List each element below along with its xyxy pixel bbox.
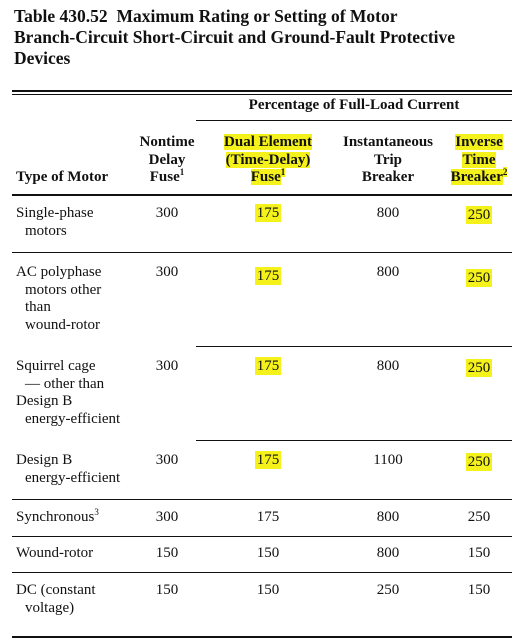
value-cell — [127, 358, 207, 376]
motor-type-line: Single-phase — [16, 205, 94, 221]
value-cell — [439, 207, 519, 225]
column-header-2-line-0: Dual Element — [224, 134, 312, 150]
motor-type-line: Synchronous — [16, 509, 95, 525]
column-header-4-line-1: Time — [462, 151, 496, 168]
value-cell — [228, 205, 308, 223]
percentage-header: Percentage of Full-Load Current — [248, 97, 460, 113]
column-header-0-line-0: Type of Motor — [16, 169, 109, 185]
header-rule — [12, 194, 512, 196]
top-rule-thin — [12, 94, 512, 95]
motor-type-line: Design B — [16, 393, 73, 409]
motor-type-line: Design B — [16, 452, 73, 468]
value-cell — [228, 452, 308, 470]
value-cell — [127, 509, 207, 527]
column-header-1-line-2: Fuse — [149, 169, 180, 185]
footnote-ref: 2 — [502, 167, 508, 177]
column-header-3-line-0: Instantaneous — [342, 134, 434, 150]
value-text: 250 — [376, 582, 400, 598]
value-text: 150 — [155, 582, 179, 598]
motor-type-line: than — [25, 299, 51, 315]
value-text: 800 — [376, 509, 400, 525]
value-cell — [348, 205, 428, 223]
table-title-line-3: Devices — [14, 48, 71, 68]
value-text: 175 — [256, 358, 280, 374]
value-text: 175 — [256, 205, 280, 221]
value-cell — [127, 264, 207, 282]
value-cell — [127, 582, 207, 600]
column-header-4 — [444, 134, 514, 187]
value-cell — [439, 509, 519, 527]
motor-type-line: energy-efficient — [25, 410, 121, 427]
table-title-line-2: Branch-Circuit Short-Circuit and Ground-Fault Protective — [14, 27, 456, 47]
value-text: 250 — [467, 454, 491, 470]
value-cell — [348, 509, 428, 527]
row-separator — [12, 252, 512, 253]
value-text: 250 — [467, 509, 491, 525]
value-cell — [439, 454, 519, 472]
value-cell — [127, 545, 207, 563]
value-text: 800 — [376, 358, 400, 374]
column-header-1-line-0: Nontime — [139, 134, 195, 150]
row-separator — [196, 346, 512, 347]
value-text: 150 — [256, 545, 280, 561]
column-header-1 — [127, 134, 207, 187]
value-text: 150 — [467, 582, 491, 598]
footnote-ref: 1 — [179, 167, 185, 177]
value-cell — [228, 545, 308, 563]
value-text: 300 — [155, 264, 179, 280]
column-header-4-line-2: Breaker — [450, 169, 503, 185]
value-text: 300 — [155, 358, 179, 374]
row-separator — [12, 536, 512, 537]
value-text: 1100 — [373, 452, 403, 468]
motor-type-line: voltage) — [25, 599, 75, 616]
value-text: 800 — [376, 264, 400, 280]
value-text: 175 — [256, 452, 280, 468]
motor-type-line: AC polyphase — [16, 264, 102, 280]
top-rule-thick — [12, 90, 512, 92]
motor-type-line: — other than — [25, 375, 105, 392]
row-separator — [12, 499, 512, 500]
value-cell — [439, 545, 519, 563]
value-cell — [348, 582, 428, 600]
value-cell — [439, 582, 519, 600]
value-cell — [228, 582, 308, 600]
value-cell — [348, 358, 428, 376]
value-text: 150 — [467, 545, 491, 561]
value-cell — [228, 358, 308, 376]
value-text: 800 — [376, 545, 400, 561]
motor-type-line: wound-rotor — [25, 316, 100, 333]
footnote-ref: 3 — [94, 507, 99, 517]
value-text: 175 — [256, 268, 280, 284]
value-cell — [439, 360, 519, 378]
value-text: 150 — [155, 545, 179, 561]
table-title — [14, 6, 514, 69]
motor-type-line: DC (constant — [16, 582, 96, 598]
value-text: 250 — [467, 270, 491, 286]
bottom-rule — [12, 636, 512, 638]
motor-type-line: Squirrel cage — [16, 358, 96, 374]
motor-type-line: motors other — [25, 281, 102, 298]
value-text: 250 — [467, 360, 491, 376]
value-cell — [228, 509, 308, 527]
value-text: 800 — [376, 205, 400, 221]
percentage-header-rule — [196, 120, 512, 121]
column-header-4-line-0: Inverse — [455, 134, 503, 150]
value-text: 250 — [467, 207, 491, 223]
column-header-3-line-1: Trip — [373, 151, 403, 168]
table-number: Table 430.52 — [14, 6, 108, 26]
value-text: 150 — [256, 582, 280, 598]
value-text: 175 — [256, 509, 280, 525]
value-text: 300 — [155, 452, 179, 468]
value-text: 300 — [155, 509, 179, 525]
column-header-1-line-1: Delay — [148, 151, 186, 168]
value-cell — [348, 452, 428, 470]
column-header-3-line-2: Breaker — [361, 169, 415, 185]
table-title-line-1: Maximum Rating or Setting of Motor — [116, 6, 398, 26]
row-separator — [12, 572, 512, 573]
value-cell — [348, 264, 428, 282]
value-cell — [127, 205, 207, 223]
value-cell — [348, 545, 428, 563]
motor-type-line: Wound-rotor — [16, 545, 94, 561]
column-header-3 — [328, 134, 448, 187]
row-separator — [196, 440, 512, 441]
value-cell — [127, 452, 207, 470]
footnote-ref: 1 — [280, 167, 286, 177]
value-text: 300 — [155, 205, 179, 221]
column-header-2-line-1: (Time-Delay) — [225, 151, 311, 168]
value-cell — [228, 268, 308, 286]
value-cell — [439, 270, 519, 288]
motor-type-line: motors — [25, 222, 67, 239]
column-header-2-line-2: Fuse — [250, 169, 281, 185]
column-header-2 — [213, 134, 323, 187]
motor-type-line: energy-efficient — [25, 469, 121, 486]
column-header-0 — [16, 169, 108, 187]
